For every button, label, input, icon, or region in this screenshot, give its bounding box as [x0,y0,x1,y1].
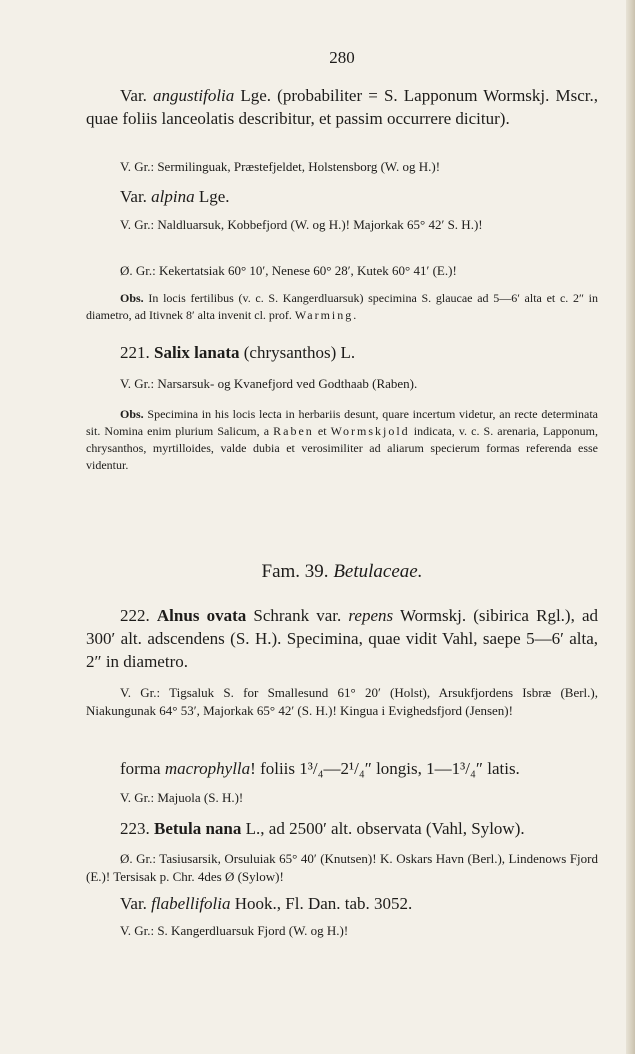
taxon-italic: angustifolia [153,86,235,105]
paragraph-var-flabellifolia [86,892,598,915]
obs-label: Obs. [120,291,144,305]
author-spaced: Warming [294,308,354,322]
taxon-italic: flabellifolia [151,894,231,913]
obs-salix-glauca [86,290,598,324]
locality-kekertatsiak: Ø. Gr.: Kekertatsiak 60° 10′, Nenese 60° 28′, Kutek 60° 41′ (E.)! [120,263,457,278]
obs-salix-lanata [86,406,598,474]
text: (chrysanthos) L. [239,343,356,362]
locality-sermilinguak: V. Gr.: Sermilinguak, Præstefjeldet, Holstensborg (W. og H.)! [120,159,441,174]
text: Fam. 39. [261,561,334,582]
text: Var. [120,187,152,206]
taxon-bold: Betula nana [154,819,242,838]
paragraph-var-alpina [86,185,598,208]
text: et [313,424,331,438]
number: 223. [120,819,154,838]
text: Lge. (probabiliter = S. Lapponum Wormskj. Mscr., quae foliis lanceolatis describitur, et passim occurrere dicitur). [86,86,598,128]
taxon-italic: alpina [151,187,195,206]
text: indicata, v. c. S. arenaria, Lapponum, chrysanthos, myrtilloides, valde dubia et verosimiliter ad aliarum specierum formas referenda esse videntur. [86,424,598,472]
paragraph-forma-macrophylla [86,757,598,780]
locality-tigsaluk: V. Gr.: Tigsaluk S. for Smallesund 61° 20′ (Holst), Arsukfjordens Isbræ (Berl.), Niakungunak 64° 53′, Majorkak 65° 42′ (S. H.)! Kingua i Evighedsfjord (Jensen)! [86,685,598,718]
taxon-italic: macrophylla [164,759,251,778]
text: In locis fertilibus (v. c. S. Kangerdluarsuk) specimina S. glaucae ad 5—6′ alta et c. 2″ in diametro, ad Itivnek 8′ alta invenit cl. prof. [86,291,598,322]
family-heading [86,561,598,583]
text: ! foliis 1³/₄—2¹/₄″ longis, 1—1³/₄″ latis. [250,759,520,778]
locality-naldluarsuk: V. Gr.: Naldluarsuk, Kobbefjord (W. og H.)! Majorkak 65° 42′ S. H.)! [120,217,483,232]
text: Specimina in his locis lecta in herbariis desunt, quare incertum videtur, an recte determinata sit. Nomina enim plurium Salicum, a [86,407,598,438]
locality-narsarsuk: V. Gr.: Narsarsuk- og Kvanefjord ved Godthaab (Raben). [120,376,418,391]
paragraph-betula-nana [86,817,598,840]
author-spaced: Wormskjold [330,424,410,438]
text: Schrank var. [246,606,349,625]
text: . [353,308,357,322]
text: Hook., Fl. Dan. tab. 3052. [230,894,413,913]
text: L., ad 2500′ alt. observata (Vahl, Sylow). [241,819,525,838]
text: Var. [120,86,154,105]
taxon-bold: Salix lanata [154,343,240,362]
text: Var. [120,894,152,913]
paragraph-var-angustifolia [86,84,598,130]
paragraph-alnus-ovata [86,604,598,673]
taxon-italic: repens [348,606,394,625]
number: 222. [120,606,157,625]
page-number: 280 [329,48,355,67]
page-edge [626,0,635,1054]
text: forma [120,759,165,778]
heading-salix-lanata [86,341,598,364]
family-italic: Betulaceae. [333,561,423,582]
text: Lge. [194,187,230,206]
number: 221. [120,343,154,362]
locality-kangerdluarsuk-fjord: V. Gr.: S. Kangerdluarsuk Fjord (W. og H.)! [120,923,349,938]
obs-label: Obs. [120,407,144,421]
text: Wormskj. (sibirica Rgl.), ad 300′ alt. adscendens (S. H.). Specimina, quae vidit Vahl, saepe 5—6′ alta, 2″ in diametro. [86,606,599,671]
locality-tasiusarsik: Ø. Gr.: Tasiusarsik, Orsuluiak 65° 40′ (Knutsen)! K. Oskars Havn (Berl.), Lindenows Fjord (E.)! Tersisak p. Chr. 4des Ø (Sylow)! [86,851,598,884]
taxon-bold: Alnus ovata [156,606,247,625]
locality-majuola: V. Gr.: Majuola (S. H.)! [120,790,244,805]
author-spaced: Raben [273,424,314,438]
